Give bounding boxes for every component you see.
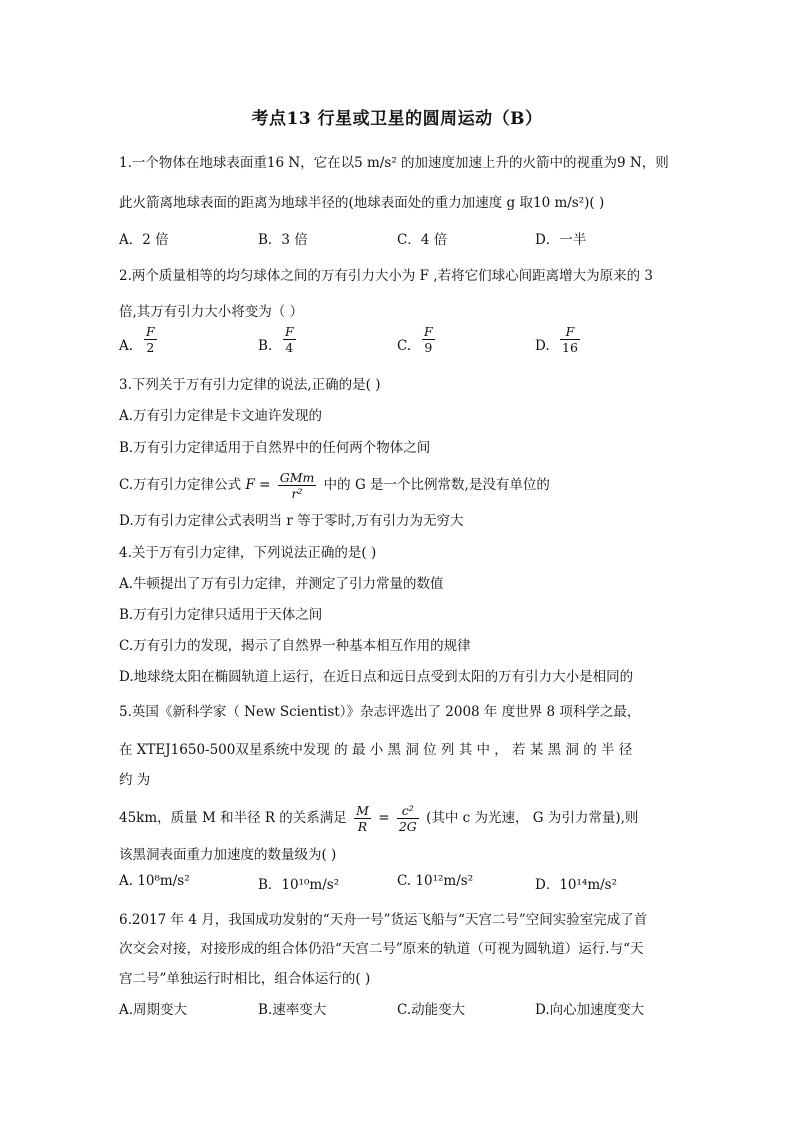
q1-option-a: A．2 倍: [119, 232, 169, 248]
q2-line2: 倍,其万有引力大小将变为（ ）: [119, 304, 304, 320]
q2-option-b-label: B.: [258, 338, 273, 354]
q4-stem: 4.关于万有引力定律，下列说法正确的是( ): [119, 545, 377, 561]
q2-option-c-label: C.: [397, 338, 412, 354]
fraction-numerator: M: [356, 803, 369, 818]
q5-option-c: C. 10¹²m/s²: [397, 873, 474, 889]
fraction-denominator: 4: [285, 340, 294, 355]
q3-option-b: B.万有引力定律适用于自然界中的任何两个物体之间: [119, 440, 431, 456]
q5-line5: 该黑洞表面重力加速度的数量级为( ): [119, 847, 337, 863]
q1-options: [119, 228, 679, 250]
q5-equals: =: [378, 810, 390, 826]
fraction-denominator: 16: [562, 340, 578, 355]
q3-option-c: [119, 470, 550, 501]
q5-line4: [119, 803, 638, 834]
q5-line2: 在 XTEJ1650-500双星系统中发现 的 最 小 黑 洞 位 列 其 中 ， 若 某 黑 洞 的 半 径: [119, 742, 633, 758]
fraction-denominator: 9: [424, 340, 433, 355]
q1-option-b: B．3 倍: [258, 232, 308, 248]
q5-fraction-c2-over-2g: [397, 803, 419, 834]
q2-option-b-fraction: [283, 324, 296, 355]
q5-line1: 5.英国《新科学家（ New Scientist）》杂志评选出了 2008 年 度世界 8 项科学之最，: [119, 704, 641, 720]
q5-option-d: D．10¹⁴m/s²: [535, 877, 618, 893]
q5-option-a: A. 10⁸m/s²: [119, 873, 190, 889]
q2-option-a-label: A.: [119, 338, 134, 354]
q2-line1: 2.两个质量相等的均匀球体之间的万有引力大小为 F ,若将它们球心间距离增大为原来的 3: [119, 268, 654, 284]
q6-options: [119, 998, 679, 1020]
q4-option-c: C.万有引力的发现，揭示了自然界一种基本相互作用的规律: [119, 638, 471, 654]
q3-formula-fraction: [278, 470, 317, 501]
q5-line4-prefix: 45km，质量 M 和半径 R 的关系满足: [119, 810, 347, 826]
fraction-numerator: c²: [397, 803, 419, 819]
q6-option-d: D.向心加速度变大: [535, 1002, 645, 1018]
q6-option-b: B.速率变大: [258, 1002, 327, 1018]
q3-option-d: D.万有引力定律公式表明当 r 等于零时,万有引力为无穷大: [119, 513, 464, 529]
fraction-numerator: F: [560, 324, 580, 340]
fraction-denominator: r²: [291, 486, 303, 501]
q6-line2: 次交会对接，对接形成的组合体仍沿“天宫二号”原来的轨道（可视为圆轨道）运行.与“天: [119, 941, 644, 957]
q4-option-a: A.牛顿提出了万有引力定律，并测定了引力常量的数值: [119, 576, 444, 592]
q2-option-d-label: D.: [535, 338, 550, 354]
q3-option-c-suffix: 中的 G 是一个比例常数,是没有单位的: [323, 477, 550, 493]
q4-option-b: B.万有引力定律只适用于天体之间: [119, 607, 323, 623]
q2-option-a-fraction: [144, 324, 157, 355]
fraction-numerator: GMm: [279, 470, 315, 485]
fraction-denominator: 2G: [398, 819, 417, 834]
fraction-numerator: F: [424, 324, 433, 339]
q3-stem: 3.下列关于万有引力定律的说法,正确的是( ): [119, 377, 381, 393]
q2-option-c-fraction: [422, 324, 435, 355]
q6-line3: 宫二号”单独运行时相比，组合体运行的( ): [119, 971, 371, 987]
fraction-denominator: 2: [146, 340, 155, 355]
q5-option-b: B．10¹⁰m/s²: [258, 877, 340, 893]
q3-formula-lhs: F =: [245, 477, 271, 493]
q5-options: [119, 873, 679, 895]
q1-option-c: C．4 倍: [397, 232, 448, 248]
page-title: 考点13 行星或卫星的圆周运动（B）: [251, 109, 543, 129]
q5-line3: 约 为: [119, 772, 151, 788]
q1-option-d: D．一半: [535, 232, 587, 248]
q3-option-c-prefix: C.万有引力定律公式: [119, 477, 242, 493]
fraction-numerator: F: [146, 324, 155, 339]
q3-option-a: A.万有引力定律是卡文迪许发现的: [119, 408, 323, 424]
q2-option-d-fraction: [560, 324, 580, 355]
q5-line4-suffix: (其中 c 为光速， G 为引力常量),则: [426, 810, 639, 826]
fraction-denominator: R: [357, 819, 368, 834]
q6-option-a: A.周期变大: [119, 1002, 188, 1018]
q6-line1: 6.2017 年 4 月，我国成功发射的“天舟一号”货运飞船与“天宫二号”空间实验室完成了首: [119, 912, 648, 928]
fraction-numerator: F: [285, 324, 294, 339]
q1-line1: 1.一个物体在地球表面重16 N，它在以5 m/s² 的加速度加速上升的火箭中的视重为9 N，则: [119, 155, 669, 171]
q4-option-d: D.地球绕太阳在椭圆轨道上运行，在近日点和远日点受到太阳的万有引力大小是相同的: [119, 669, 634, 685]
q2-options: [119, 324, 679, 360]
q6-option-c: C.动能变大: [397, 1002, 466, 1018]
q5-fraction-m-over-r: [354, 803, 371, 834]
q1-line2: 此火箭离地球表面的距离为地球半径的(地球表面处的重力加速度 g 取10 m/s²)( ): [119, 195, 605, 211]
